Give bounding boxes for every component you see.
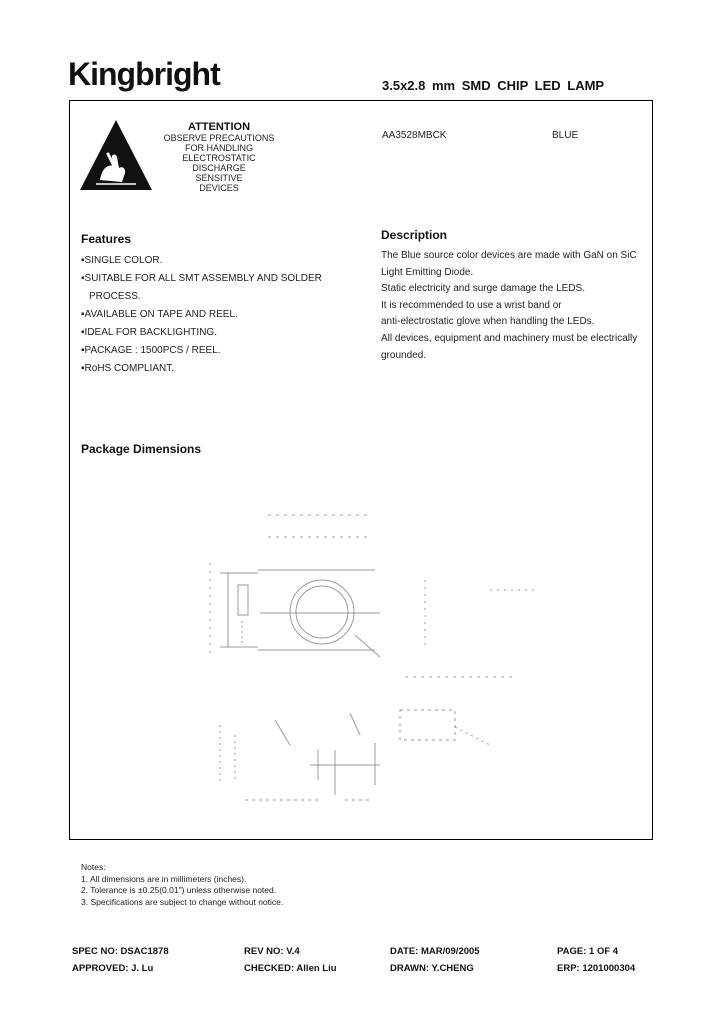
description-body	[381, 248, 649, 364]
note-item: 3. Specifications are subject to change without notice.	[81, 896, 284, 907]
notes-title: Notes:	[81, 862, 106, 872]
list-item: ▪IDEAL FOR BACKLIGHTING.	[81, 327, 217, 338]
page-number: PAGE: 1 OF 4	[557, 946, 619, 957]
list-item: ▪PACKAGE : 1500PCS / REEL.	[81, 345, 221, 356]
description-line: Static electricity and surge damage the LEDS.	[381, 283, 585, 295]
attention-line: DEVICES	[199, 183, 239, 193]
description-heading: Description	[381, 228, 448, 242]
erp-number: ERP: 1201000304	[557, 963, 636, 974]
drawn-by: DRAWN: Y.CHENG	[390, 963, 474, 974]
description-line: grounded.	[381, 349, 427, 361]
attention-line: SENSITIVE	[195, 173, 243, 183]
description-line: anti-electrostatic glove when handling the LEDs.	[381, 316, 595, 328]
attention-notice	[160, 122, 278, 193]
note-item: 1. All dimensions are in millimeters (inches).	[81, 873, 247, 884]
document-title: 3.5x2.8 mm SMD CHIP LED LAMP	[382, 78, 605, 93]
list-item: ▪RoHS COMPLIANT.	[81, 363, 175, 374]
notes	[81, 862, 283, 908]
note-item: 2. Tolerance is ±0.25(0.01") unless otherwise noted.	[81, 885, 277, 895]
approved-by: APPROVED: J. Lu	[72, 963, 154, 974]
esd-warning-icon	[78, 118, 154, 194]
part-number: AA3528MBCK	[382, 130, 447, 141]
list-item: ▪SUITABLE FOR ALL SMT ASSEMBLY AND SOLDER	[81, 273, 322, 284]
revision-number: REV NO: V.4	[244, 946, 300, 957]
company-logo: Kingbright	[68, 56, 220, 92]
features-list	[81, 252, 322, 378]
list-item: ▪AVAILABLE ON TAPE AND REEL.	[81, 309, 238, 320]
description-line: All devices, equipment and machinery must be electrically	[381, 332, 638, 344]
attention-line: FOR HANDLING	[184, 143, 253, 153]
description-line: It is recommended to use a wrist band or	[381, 299, 562, 311]
checked-by: CHECKED: Allen Liu	[244, 963, 337, 974]
list-item: PROCESS.	[89, 291, 141, 302]
attention-line: DISCHARGE	[192, 163, 246, 173]
description-line: Light Emitting Diode.	[381, 266, 474, 278]
list-item: ▪SINGLE COLOR.	[81, 255, 163, 266]
package-dimension-drawing	[200, 495, 550, 825]
attention-line: OBSERVE PRECAUTIONS	[163, 133, 275, 143]
features-heading: Features	[81, 232, 132, 246]
package-dimensions-heading: Package Dimensions	[81, 442, 202, 456]
issue-date: DATE: MAR/09/2005	[390, 946, 480, 957]
part-color: BLUE	[552, 130, 579, 141]
attention-line: ELECTROSTATIC	[182, 153, 256, 163]
spec-number: SPEC NO: DSAC1878	[72, 946, 169, 957]
attention-heading: ATTENTION	[187, 121, 251, 133]
description-line: The Blue source color devices are made with GaN on SiC	[381, 250, 637, 261]
